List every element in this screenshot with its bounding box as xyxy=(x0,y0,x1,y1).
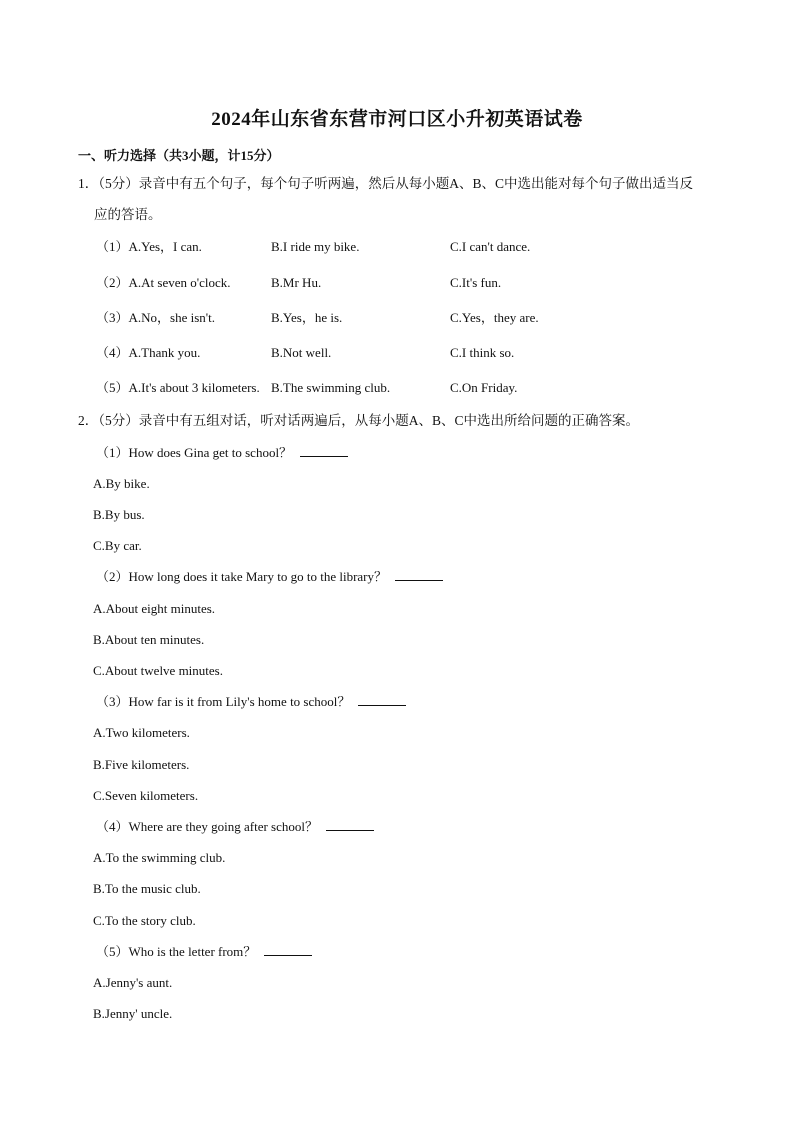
question-1-row-3 xyxy=(96,308,736,328)
question-1-row-2 xyxy=(96,273,736,293)
question-1-row-5 xyxy=(96,378,736,398)
option-b: B.Yes，he is. xyxy=(271,310,343,325)
answer-option: B.By bus. xyxy=(93,507,145,522)
question-2-sub-2 xyxy=(96,567,443,587)
question-1-stem xyxy=(78,168,728,230)
answer-option: A.By bike. xyxy=(93,476,150,491)
option-c: C.I think so. xyxy=(450,345,515,360)
question-2-sub-1 xyxy=(96,443,348,463)
answer-option: A.Jenny's aunt. xyxy=(93,975,173,990)
sub-question-text: （5）Who is the letter from？ xyxy=(96,944,257,959)
question-2-sub-4 xyxy=(96,817,374,837)
option-a: （5）A.It's about 3 kilometers. xyxy=(96,380,260,395)
option-b: B.The swimming club. xyxy=(271,380,391,395)
sub-question-text: （4）Where are they going after school？ xyxy=(96,819,319,834)
answer-option: B.To the music club. xyxy=(93,881,201,896)
answer-blank[interactable] xyxy=(326,818,374,831)
answer-option: A.About eight minutes. xyxy=(93,601,216,616)
option-a: （1）A.Yes，I can. xyxy=(96,239,202,254)
sub-question-text: （2）How long does it take Mary to go to the library？ xyxy=(96,569,388,584)
answer-option: C.By car. xyxy=(93,538,142,553)
answer-blank[interactable] xyxy=(300,444,348,457)
option-b: B.Not well. xyxy=(271,345,332,360)
option-b: B.Mr Hu. xyxy=(271,275,322,290)
answer-option: C.Seven kilometers. xyxy=(93,788,199,803)
page-title: 2024年山东省东营市河口区小升初英语试卷 xyxy=(211,109,583,130)
option-c: C.On Friday. xyxy=(450,380,518,395)
sub-question-text: （1）How does Gina get to school？ xyxy=(96,445,293,460)
answer-blank[interactable] xyxy=(264,943,312,956)
answer-option: B.Jenny' uncle. xyxy=(93,1006,173,1021)
question-1-row-1 xyxy=(96,237,736,257)
answer-option: C.To the story club. xyxy=(93,913,196,928)
answer-blank[interactable] xyxy=(358,693,406,706)
answer-option: A.To the swimming club. xyxy=(93,850,226,865)
answer-blank[interactable] xyxy=(395,568,443,581)
option-a: （4）A.Thank you. xyxy=(96,345,201,360)
answer-option: C.About twelve minutes. xyxy=(93,663,223,678)
option-c: C.I can't dance. xyxy=(450,239,531,254)
option-c: C.Yes，they are. xyxy=(450,310,539,325)
section-heading-listening: 一、听力选择（共3小题，计15分） xyxy=(78,148,280,163)
option-a: （2）A.At seven o'clock. xyxy=(96,275,231,290)
question-2-sub-5 xyxy=(96,942,312,962)
answer-option: B.About ten minutes. xyxy=(93,632,205,647)
question-2-text: 2．（5分）录音中有五组对话，听对话两遍后，从每小题A、B、C中选出所给问题的正确答案。 xyxy=(78,413,640,428)
option-a: （3）A.No，she isn't. xyxy=(96,310,215,325)
question-2-sub-3 xyxy=(96,692,406,712)
sub-question-text: （3）How far is it from Lily's home to school？ xyxy=(96,694,351,709)
question-1-text-continued: 应的答语。 xyxy=(94,207,162,222)
answer-option: A.Two kilometers. xyxy=(93,725,190,740)
question-1-text: 1．（5分）录音中有五个句子，每个句子听两遍，然后从每小题A、B、C中选出能对每个句子做出适当反 xyxy=(78,176,694,191)
option-b: B.I ride my bike. xyxy=(271,239,360,254)
question-1-row-4 xyxy=(96,343,736,363)
option-c: C.It's fun. xyxy=(450,275,502,290)
question-2-stem xyxy=(78,405,728,436)
answer-option: B.Five kilometers. xyxy=(93,757,190,772)
